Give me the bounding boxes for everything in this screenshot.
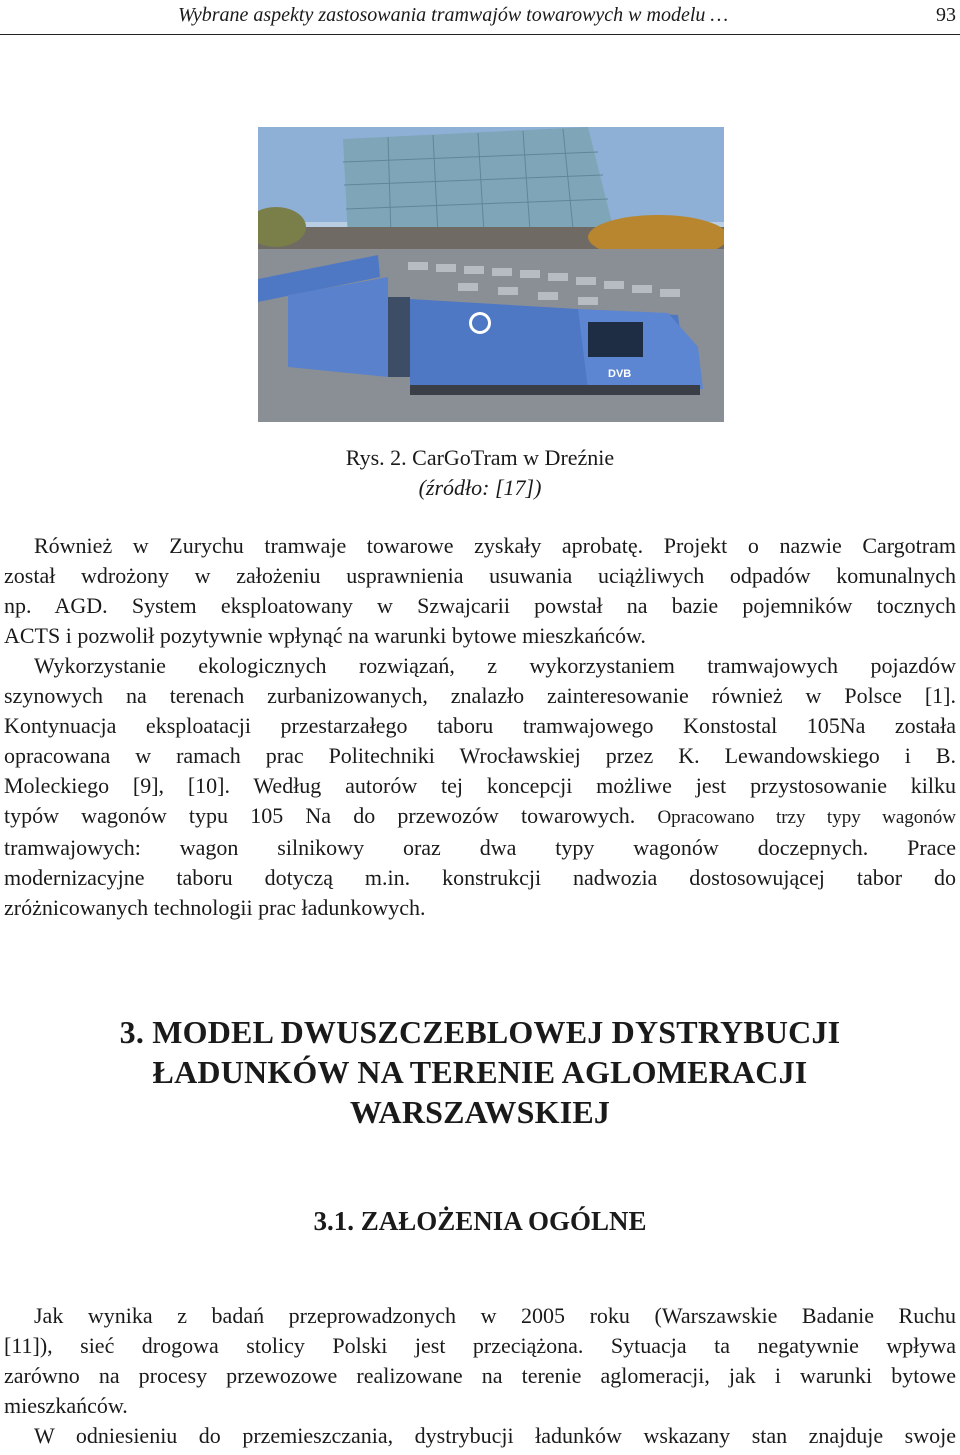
figure-cargotram-photo (258, 127, 724, 422)
p2-line-6-main: typów wagonów typu 105 Na do przewozów towarowych. (4, 803, 636, 828)
section-heading-line-3: WARSZAWSKIEJ (349, 1094, 611, 1130)
subsection-heading: 3.1. ZAŁOŻENIA OGÓLNE (313, 1206, 647, 1236)
paragraph-1 (4, 531, 956, 651)
p2-line-6-small: Opracowano trzy typy wagonów (657, 807, 957, 828)
section-heading-line-1: 3. MODEL DWUSZCZEBLOWEJ DYSTRYBUCJI (119, 1014, 841, 1050)
p3-line-2: [11]), sieć drogowa stolicy Polski jest przeciążona. Sytuacja ta negatywnie wpływa (4, 1333, 956, 1358)
running-title: Wybrane aspekty zastosowania tramwajów towarowych w modelu … (178, 4, 729, 26)
p2-line-6 (4, 801, 956, 833)
p1-line-2: został wdrożony w założeniu usprawnienia usuwania uciążliwych odpadów komunalnych (4, 563, 956, 588)
p2-line-3: Kontynuacja eksploatacji przestarzałego taboru tramwajowego Konstostal 105Na została (4, 713, 956, 738)
p2-line-4: opracowana w ramach prac Politechniki Wrocławskiej przez K. Lewandowskiego i B. (4, 743, 956, 768)
running-header (0, 0, 960, 35)
p2-line-9: zróżnicowanych technologii prac ładunkowych. (4, 895, 426, 920)
page-number: 93 (936, 4, 956, 26)
p2-line-2: szynowych na terenach zurbanizowanych, znalazło zainteresowanie również w Polsce [1]. (4, 683, 956, 708)
tram-undercarriage (410, 385, 700, 395)
paragraph-2 (4, 651, 956, 923)
p1-line-1: Również w Zurychu tramwaje towarowe zyskały aprobatę. Projekt o nazwie Cargotram (34, 533, 956, 558)
section-heading (0, 1012, 960, 1132)
p2-line-8: modernizacyjne taboru dotyczą m.in. konstrukcji nadwozia dostosowującej tabor do (4, 865, 956, 890)
p2-line-7: tramwajowych: wagon silnikowy oraz dwa typy wagonów doczepnych. Prace (4, 835, 956, 860)
cab-window (588, 322, 643, 357)
vw-logo-inner (472, 315, 488, 331)
p3-line-4: mieszkańców. (4, 1393, 128, 1418)
section-heading-line-2: ŁADUNKÓW NA TERENIE AGLOMERACJI (152, 1054, 808, 1090)
p3-line-3: zarówno na procesy przewozowe realizowane na terenie aglomeracji, jak i warunki bytowe (4, 1363, 956, 1388)
p2-line-1: Wykorzystanie ekologicznych rozwiązań, z wykorzystaniem tramwajowych pojazdów (34, 653, 956, 678)
figure-caption-source: (źródło: [17]) (418, 475, 542, 500)
p4-line-1: W odniesieniu do przemieszczania, dystrybucji ładunków wskazany stan znajduje swoje (34, 1423, 956, 1448)
p2-line-5: Moleckiego [9], [10]. Według autorów tej koncepcji możliwe jest przystosowanie kilku (4, 773, 956, 798)
figure-caption-label: Rys. 2. CarGoTram w Dreźnie (345, 445, 615, 470)
dvb-logo: DVB (608, 368, 632, 380)
p3-line-1: Jak wynika z badań przeprowadzonych w 2005 roku (Warszawskie Badanie Ruchu (34, 1303, 956, 1328)
cargotram-illustration (258, 127, 724, 422)
p1-line-3: np. AGD. System eksploatowany w Szwajcarii powstał na bazie pojemników tocznych (4, 593, 956, 618)
p1-line-4: ACTS i pozwolił pozytywnie wpłynąć na warunki bytowe mieszkańców. (4, 623, 646, 648)
tram-joint (388, 297, 410, 377)
paragraph-3 (4, 1301, 956, 1451)
